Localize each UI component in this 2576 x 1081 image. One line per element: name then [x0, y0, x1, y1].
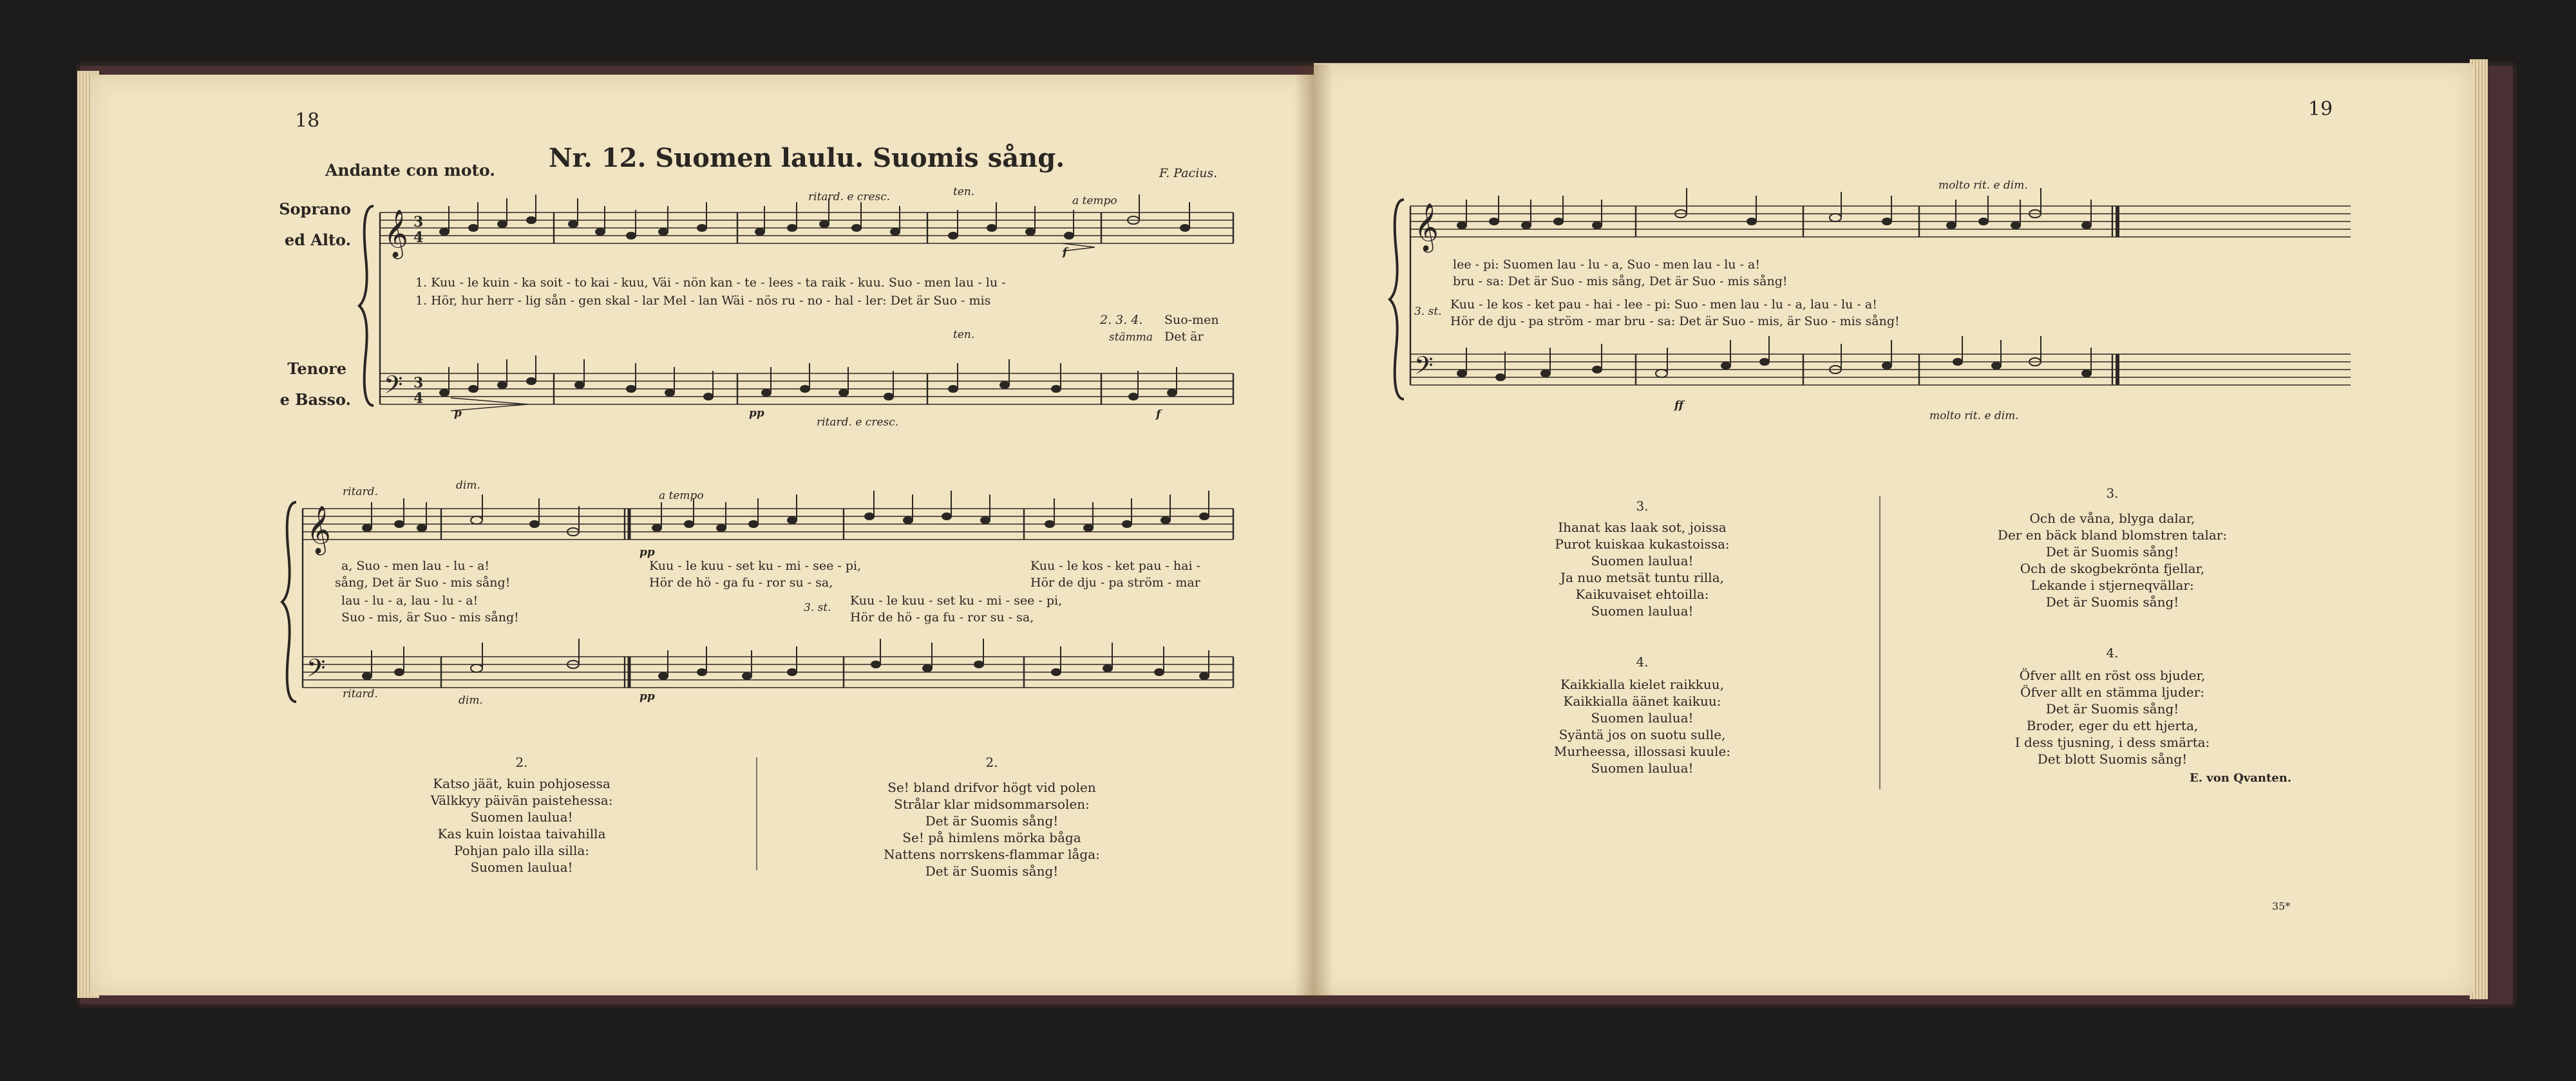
verse-line: Syäntä jos on suotu sulle,	[1558, 727, 1726, 742]
verse-line: Suomen laulua!	[1591, 710, 1694, 726]
lyric-line-sv: 1. Hör, hur herr - lig sån - gen skal - lar Mel - lan Wäi - nös ru - no - hal - ler: Det är Suo - mis	[415, 294, 991, 308]
book-gutter	[1294, 64, 1333, 998]
lyric-2-mid-4: Hör de hö - ga fu - ror su - sa,	[850, 610, 1034, 625]
right-lyric-2: bru - sa: Det är Suo - mis sång, Det är Suo - mis sång!	[1453, 274, 1788, 288]
verse-line: Se! bland drifvor högt vid polen	[887, 780, 1096, 795]
verse-line: Kas kuin loistaa taivahilla	[437, 826, 606, 841]
mark-ritard-low: ritard.	[343, 688, 378, 700]
mark-ff: ff	[1674, 399, 1684, 412]
voice-label-soprano: Soprano	[279, 200, 351, 218]
mark-ritard-cresc: ritard. e cresc.	[808, 191, 891, 203]
mark-three-st: 3. st.	[804, 601, 831, 614]
lyric-2-mid-1: Kuu - le kuu - set ku - mi - see - pi,	[649, 559, 862, 573]
mark-ten-2: ten.	[953, 328, 975, 341]
mark-a-tempo: a tempo	[1072, 194, 1117, 207]
verse-3-sv-number: 3.	[2106, 485, 2119, 501]
right-lyric-1: lee - pi: Suomen lau - lu - a, Suo - men lau - lu - a!	[1453, 258, 1760, 272]
verse-ref-sv: Det är	[1164, 330, 1204, 344]
lyric-2-end-1: Kuu - le kos - ket pau - hai -	[1030, 559, 1201, 573]
mark-a-tempo-2: a tempo	[659, 489, 704, 502]
verse-line: Broder, eger du ett hjerta,	[2026, 718, 2199, 733]
verse-line: Öfver allt en röst oss bjuder,	[2019, 668, 2206, 683]
verse-line: Kaikuvaiset ehtoilla:	[1575, 587, 1709, 602]
lyric-2-line-4: Suo - mis, är Suo - mis sång!	[341, 610, 519, 625]
mark-ten-1: ten.	[953, 185, 975, 198]
verse-line: Det blott Suomis sång!	[2037, 751, 2188, 767]
verse-line: Och de våna, blyga dalar,	[2029, 511, 2195, 526]
sheet-mark: 35*	[2272, 900, 2291, 912]
mark-ritard: ritard.	[343, 485, 378, 498]
verse-line: Murheessa, illossasi kuule:	[1553, 744, 1731, 759]
page-title: Nr. 12. Suomen laulu. Suomis sång.	[549, 143, 1065, 173]
mark-pp-low: pp	[639, 690, 655, 703]
verse-line: I dess tjusning, i dess smärta:	[2014, 735, 2210, 750]
right-lyric-4: Hör de dju - pa ström - mar bru - sa: Det är Suo - mis, är Suo - mis sång!	[1450, 314, 1900, 328]
svg-text:3: 3	[413, 214, 424, 230]
verse-line: Suomen laulua!	[1591, 760, 1694, 776]
lyric-2-line-3: lau - lu - a, lau - lu - a!	[341, 594, 478, 608]
verse-line: Ihanat kas laak sot, joissa	[1558, 520, 1727, 535]
verse-line: Se! på himlens mörka båga	[902, 830, 1081, 845]
verse-2-sv-number: 2.	[985, 755, 998, 770]
verse-ref-number: 2. 3. 4.	[1100, 313, 1143, 327]
verse-2-sv	[844, 779, 1140, 879]
verse-2-fi	[380, 775, 663, 876]
verse-3-sv	[1964, 510, 2260, 610]
voice-label-basso: e Basso.	[279, 390, 351, 409]
svg-text:𝄞: 𝄞	[307, 506, 331, 554]
voice-label-tenore: Tenore	[287, 359, 346, 378]
svg-text:𝄢: 𝄢	[1414, 351, 1434, 386]
mark-f: f	[1156, 408, 1161, 421]
svg-text:4: 4	[413, 229, 424, 246]
mark-pp-2: pp	[639, 546, 655, 559]
mark-dim-low: dim.	[459, 694, 483, 707]
verse-line: Välkkyy päivän paistehessa:	[430, 793, 613, 808]
verse-line: Suomen laulua!	[1591, 553, 1694, 569]
verse-4-fi	[1501, 676, 1784, 776]
verse-line: Der en bäck bland blomstren talar:	[1997, 527, 2228, 543]
mark-ritard-cresc-low: ritard. e cresc.	[817, 416, 899, 429]
right-lyric-3: Kuu - le kos - ket pau - hai - lee - pi: Suo - men lau - lu - a, lau - lu - a!	[1450, 297, 1877, 312]
verse-line: Purot kuiskaa kukastoissa:	[1555, 536, 1730, 552]
verse-2-fi-number: 2.	[515, 755, 528, 770]
verse-line: Kaikkialla äänet kaikuu:	[1563, 693, 1721, 709]
verse-ref-word: stämma	[1109, 331, 1153, 344]
voice-label-alto: ed Alto.	[284, 230, 351, 249]
mark-molto-rit-low: molto rit. e dim.	[1929, 409, 2019, 422]
verse-line: Det är Suomis sång!	[925, 813, 1059, 829]
verse-line: Ja nuo metsät tuntu rilla,	[1560, 570, 1724, 585]
lyric-2-mid-3: Kuu - le kuu - set ku - mi - see - pi,	[850, 594, 1063, 608]
svg-text:𝄢: 𝄢	[307, 653, 326, 688]
verse-line: Det är Suomis sång!	[2045, 701, 2179, 717]
verse-divider-right	[1879, 496, 1880, 789]
verse-line: Nattens norrskens-flammar låga:	[884, 847, 1100, 862]
verse-line: Kaikkialla kielet raikkuu,	[1560, 677, 1725, 692]
lyric-2-mid-2: Hör de hö - ga fu - ror su - sa,	[649, 576, 833, 590]
mark-dim: dim.	[456, 479, 480, 492]
page-number-right: 19	[2308, 98, 2333, 120]
mark-f-upper: f	[1063, 246, 1068, 259]
svg-text:𝄞: 𝄞	[384, 210, 408, 258]
verse-3-fi-number: 3.	[1636, 498, 1649, 514]
verse-divider-left	[756, 757, 757, 870]
verse-line: Det är Suomis sång!	[925, 863, 1059, 879]
mark-p: p	[454, 407, 462, 420]
composer-credit: F. Pacius.	[1159, 166, 1218, 180]
music-system-1	[361, 193, 1236, 425]
verse-line: Det är Suomis sång!	[2045, 594, 2179, 610]
verse-line: Och de skogbekrönta fjellar,	[2020, 561, 2205, 576]
svg-text:3: 3	[413, 375, 424, 391]
verse-line: Strålar klar midsommarsolen:	[894, 796, 1090, 812]
verse-4-fi-number: 4.	[1636, 654, 1649, 670]
verse-ref-fi: Suo-men	[1164, 313, 1219, 327]
mark-pp: pp	[749, 407, 764, 420]
lyric-2-line-2: sång, Det är Suo - mis sång!	[335, 576, 511, 590]
lyric-2-line-1: a, Suo - men lau - lu - a!	[341, 559, 490, 573]
verse-line: Katso jäät, kuin pohjosessa	[433, 776, 611, 791]
lyricist-signature: E. von Qvanten.	[2190, 771, 2292, 785]
page-number-left: 18	[295, 109, 320, 132]
verse-4-sv-number: 4.	[2106, 645, 2119, 661]
verse-4-sv	[1964, 667, 2260, 767]
svg-text:𝄞: 𝄞	[1414, 203, 1439, 251]
verse-3-fi	[1501, 519, 1784, 619]
verse-line: Suomen laulua!	[470, 809, 573, 825]
lyric-line-fi: 1. Kuu - le kuin - ka soit - to kai - kuu, Väi - nön kan - te - lees - ta raik - kuu. Suo - men lau - lu -	[415, 276, 1006, 290]
svg-text:4: 4	[413, 390, 424, 407]
verse-line: Suomen laulua!	[1591, 603, 1694, 619]
verse-line: Det är Suomis sång!	[2045, 544, 2179, 559]
tempo-marking: Andante con moto.	[325, 161, 495, 180]
mark-molto-rit: molto rit. e dim.	[1938, 179, 2028, 192]
verse-line: Lekande i stjerneqvällar:	[2031, 578, 2194, 593]
svg-text:𝄢: 𝄢	[384, 370, 403, 405]
mark-three-st-right: 3. st.	[1414, 305, 1442, 318]
verse-line: Öfver allt en stämma ljuder:	[2020, 684, 2204, 700]
lyric-2-end-2: Hör de dju - pa ström - mar	[1030, 576, 1200, 590]
verse-line: Suomen laulua!	[470, 860, 573, 875]
verse-line: Pohjan palo illa silla:	[453, 843, 590, 858]
